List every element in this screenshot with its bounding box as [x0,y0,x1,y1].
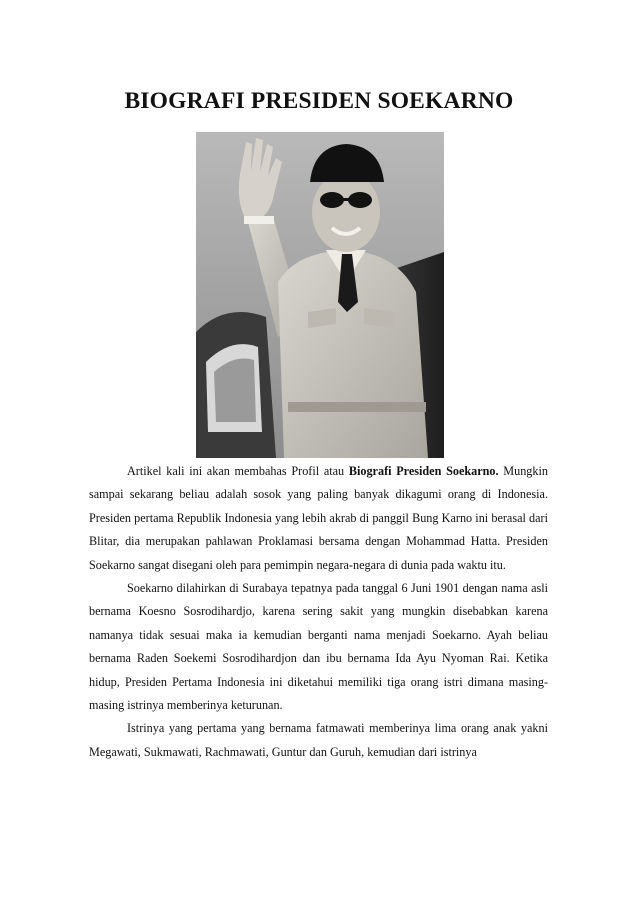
paragraph-1 [89,460,548,577]
article-body [89,460,548,764]
paragraph-3: Istrinya yang pertama yang bernama fatmawati memberinya lima orang anak yakni Megawati, Sukmawati, Rachmawati, Guntur dan Guruh, kemudian dari istrinya [89,721,548,759]
paragraph-1-bold: Biografi Presiden Soekarno. [348,464,499,478]
paragraph-1-lead: Artikel kali ini akan membahas Profil atau [127,464,349,478]
paragraph-1-rest: Mungkin sampai sekarang beliau adalah sosok yang paling banyak dikagumi orang di Indonesia. Presiden pertama Republik Indonesia yang lebih akrab di panggil Bung Karno ini berasal dari Blitar, dia merupakan pahlawan Proklamasi bersama dengan Mohammad Hatta. Presiden Soekarno sangat disegani oleh para pemimpin negara-negara di dunia pada waktu itu. [89,464,548,572]
paragraph-2: Soekarno dilahirkan di Surabaya tepatnya pada tanggal 6 Juni 1901 dengan nama asli bernama Koesno Sosrodihardjo, karena sering sakit yang mungkin disebabkan karena namanya tidak sesuai maka ia kemudian berganti nama menjadi Soekarno. Ayah beliau bernama Raden Soekemi Sosrodihardjon dan ibu bernama Ida Ayu Nyoman Rai. Ketika hidup, Presiden Pertama Indonesia ini diketahui memiliki tiga orang istri dimana masing-masing istrinya memberinya keturunan. [89,581,548,713]
page-title: BIOGRAFI PRESIDEN SOEKARNO [124,88,514,114]
portrait-photo [196,132,444,458]
